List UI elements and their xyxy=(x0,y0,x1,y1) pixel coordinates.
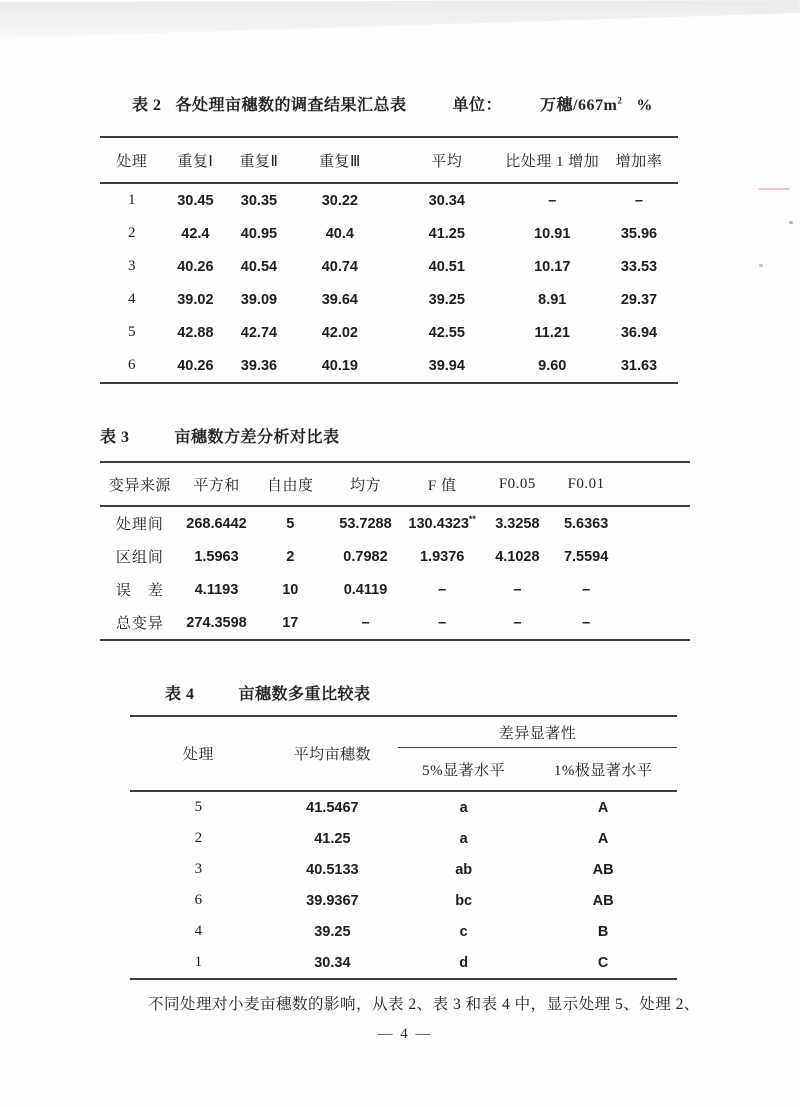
table-cell: 39.02 xyxy=(177,291,214,308)
table-row xyxy=(100,217,678,250)
table-row xyxy=(100,606,690,640)
table-cell: 30.45 xyxy=(177,192,214,209)
page-number: — 4 — xyxy=(377,1026,433,1042)
table-cell: – xyxy=(438,581,447,598)
table-cell: 处理间 xyxy=(115,517,164,533)
column-header: 重复Ⅰ xyxy=(177,153,214,170)
table2-survey-results xyxy=(100,136,678,384)
table-cell: 1 xyxy=(128,192,136,208)
table-row xyxy=(130,916,677,947)
table-cell: 11.21 xyxy=(534,324,570,341)
table-cell: 0.7982 xyxy=(343,548,388,565)
table-cell: 40.51 xyxy=(428,258,465,275)
column-header-treatment: 处理 xyxy=(182,747,214,763)
table-cell: c xyxy=(459,923,468,940)
table2-caption xyxy=(100,92,700,115)
column-header: F 值 xyxy=(427,477,457,494)
table2-body xyxy=(100,183,678,383)
table-cell: 5 xyxy=(286,515,295,532)
table-cell: 4.1028 xyxy=(495,548,540,565)
table-cell: 39.94 xyxy=(428,357,465,374)
table-cell: 29.37 xyxy=(620,291,658,308)
table-row xyxy=(100,349,678,383)
table-cell: 1.9376 xyxy=(419,548,465,565)
table3-caption xyxy=(100,424,340,447)
table-cell: 6 xyxy=(128,357,136,373)
body-paragraph: 不同处理对小麦亩穗数的影响，从表 2、表 3 和表 4 中，显示处理 5、处理 2、 xyxy=(148,995,700,1013)
column-header-mean: 平均亩穗数 xyxy=(293,747,372,763)
table-cell: 3 xyxy=(194,861,203,877)
table-cell: 42.4 xyxy=(181,225,210,242)
table-cell: 0.4119 xyxy=(343,581,388,598)
table-cell: 7.5594 xyxy=(563,548,609,565)
table-cell: 30.34 xyxy=(428,192,465,209)
table-cell: 5.6363 xyxy=(563,515,609,532)
table3-title: 亩穗数方差分析对比表 xyxy=(174,429,340,446)
table-cell: 41.25 xyxy=(428,225,465,242)
table-cell: ab xyxy=(455,861,473,878)
table-cell: 9.60 xyxy=(538,357,567,374)
table-cell: 误 差 xyxy=(115,583,164,599)
column-header-sig5: 5%显著水平 xyxy=(422,762,506,779)
table-cell: 40.74 xyxy=(321,258,358,275)
table-cell: 40.4 xyxy=(325,225,354,242)
table-cell: 2 xyxy=(194,830,203,846)
table2-title: 各处理亩穗数的调查结果汇总表 xyxy=(175,97,407,114)
table-cell: 2 xyxy=(286,548,295,565)
column-header: 平均 xyxy=(431,153,463,170)
scan-artifact-speck xyxy=(759,264,763,267)
column-header-significance-group: 差异显著性 xyxy=(398,716,677,748)
table2-unit-label: 单位： xyxy=(452,97,503,114)
column-header: 变异来源 xyxy=(108,477,171,494)
table-cell: 33.53 xyxy=(620,258,658,275)
unit-exponent: 2 xyxy=(617,95,623,106)
table-cell: 17 xyxy=(282,614,299,631)
table-cell: 39.25 xyxy=(314,923,351,940)
table-row xyxy=(130,885,677,916)
table-cell: 区组间 xyxy=(115,550,164,566)
table-cell: 53.7288 xyxy=(339,515,392,532)
table-cell: – xyxy=(634,192,643,209)
table-cell: 10 xyxy=(282,581,299,598)
table-cell: – xyxy=(548,192,557,209)
table-cell: 36.94 xyxy=(620,324,658,341)
table4-header-row-top xyxy=(130,716,677,748)
table-cell: A xyxy=(597,830,609,847)
table-cell: – xyxy=(361,614,370,631)
table-cell: – xyxy=(438,614,447,631)
scan-shadow-top xyxy=(0,0,800,42)
table4-header xyxy=(130,716,677,791)
table4-title: 亩穗数多重比较表 xyxy=(238,686,371,703)
table-cell: 39.25 xyxy=(428,291,465,308)
table-cell: 3.3258 xyxy=(495,515,540,532)
table3-body xyxy=(100,506,690,640)
table-cell: 30.35 xyxy=(240,192,278,209)
table-cell: A xyxy=(597,799,609,816)
table2-unit-value: 万穗$/667m^2$ xyxy=(540,95,623,114)
table-cell: 10.17 xyxy=(534,258,571,275)
table-cell: AB xyxy=(592,861,614,878)
table-cell: 30.34 xyxy=(314,954,351,971)
table-cell: 35.96 xyxy=(620,225,658,242)
column-header: 重复Ⅱ xyxy=(239,153,279,170)
table3-header-row xyxy=(100,462,690,506)
table-cell: 31.63 xyxy=(620,357,658,374)
table-cell: 3 xyxy=(128,258,136,274)
table-cell: 总变异 xyxy=(115,616,164,632)
table-cell: – xyxy=(582,581,591,598)
table-cell: 40.5133 xyxy=(306,861,359,878)
table-row xyxy=(100,506,690,540)
table4-multiple-comparison xyxy=(130,715,677,980)
table-cell: 8.91 xyxy=(538,291,567,308)
table2-header xyxy=(100,137,678,183)
table-row xyxy=(130,947,677,979)
scan-artifact-speck xyxy=(789,221,793,224)
table-cell: d xyxy=(459,954,469,971)
table-cell: C xyxy=(597,954,609,971)
table-cell: 5 xyxy=(194,799,203,815)
table-cell: 39.9367 xyxy=(306,892,359,909)
table3-anova xyxy=(100,461,690,641)
table2-unit-percent: % xyxy=(636,97,653,114)
column-header: 自由度 xyxy=(267,477,314,494)
table-cell: – xyxy=(582,614,591,631)
table-row xyxy=(100,250,678,283)
table-cell: 1.5963 xyxy=(194,548,239,565)
table-cell: a xyxy=(459,799,468,816)
column-header: F0.05 xyxy=(498,475,536,492)
table-cell: 39.09 xyxy=(240,291,278,308)
column-header: 增加率 xyxy=(615,153,663,170)
column-header-sig1: 1%极显著水平 xyxy=(553,762,653,779)
table-cell: 42.88 xyxy=(177,324,214,341)
table3-header xyxy=(100,462,690,506)
table-cell: 40.95 xyxy=(240,225,278,242)
table-cell: 6 xyxy=(194,892,203,908)
table-cell: 41.25 xyxy=(314,830,351,847)
column-header: 均方 xyxy=(349,477,381,494)
table-cell: 30.22 xyxy=(321,192,358,209)
table-cell: 42.55 xyxy=(428,324,465,341)
table-cell: 130.4323** xyxy=(408,513,476,532)
table-row xyxy=(100,540,690,573)
table-cell: 40.26 xyxy=(177,357,214,374)
table-cell: 5 xyxy=(128,324,136,340)
table-cell: 2 xyxy=(128,225,136,241)
table-cell: 268.6442 xyxy=(186,515,247,532)
table-cell: 42.02 xyxy=(321,324,358,341)
table-cell: – xyxy=(513,581,522,598)
table-cell: 4 xyxy=(194,923,203,939)
table-row xyxy=(130,823,677,854)
column-header: 平方和 xyxy=(193,477,240,494)
table4-body xyxy=(130,791,677,979)
table-row xyxy=(100,573,690,606)
table-cell: 274.3598 xyxy=(186,614,247,631)
table-cell: 39.64 xyxy=(321,291,358,308)
table-row xyxy=(100,283,678,316)
table-cell: – xyxy=(513,614,522,631)
table-cell: 4.1193 xyxy=(194,581,239,598)
table-cell: 39.36 xyxy=(240,357,278,374)
table-cell: 42.74 xyxy=(240,324,278,341)
column-header: 比处理 1 增加 xyxy=(505,153,600,170)
table-cell: bc xyxy=(455,892,473,909)
table-cell: 41.5467 xyxy=(306,799,359,816)
table-cell: 10.91 xyxy=(534,225,571,242)
table3-label: 表 3 xyxy=(100,429,130,446)
table-cell: a xyxy=(459,830,468,847)
column-header: 处理 xyxy=(116,153,148,170)
table-row xyxy=(100,316,678,349)
table-row xyxy=(130,854,677,885)
table4-caption xyxy=(130,681,371,704)
table4-label: 表 4 xyxy=(165,686,195,703)
significance-asterisks: ** xyxy=(468,513,476,524)
table2-header-row xyxy=(100,137,678,183)
table2-label: 表 2 xyxy=(132,97,162,114)
table-cell: AB xyxy=(592,892,614,909)
table-cell: 1 xyxy=(194,954,203,970)
table-cell: B xyxy=(597,923,609,940)
table-row xyxy=(100,183,678,217)
table-cell: 4 xyxy=(128,291,136,307)
table-row xyxy=(130,791,677,823)
table-cell: 40.26 xyxy=(177,258,214,275)
scan-artifact-speck xyxy=(758,188,790,190)
table-cell: 40.54 xyxy=(240,258,278,275)
column-header: 重复Ⅲ xyxy=(318,153,361,170)
table-cell: 40.19 xyxy=(321,357,358,374)
column-header: F0.01 xyxy=(567,475,605,492)
